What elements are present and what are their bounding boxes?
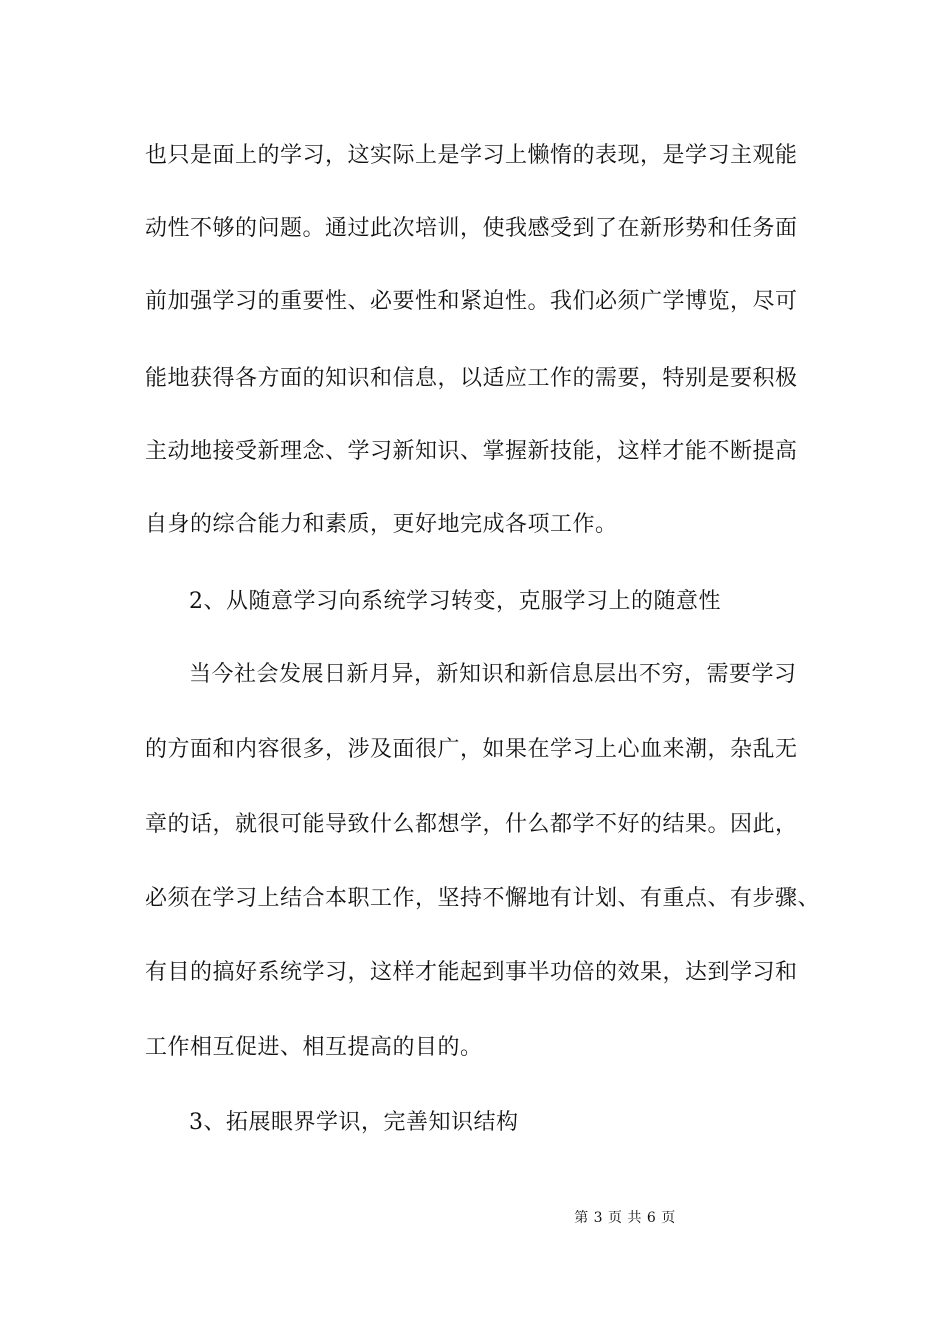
page-footer [0, 1208, 950, 1228]
body-text-line: 前加强学习的重要性、必要性和紧迫性。我们必须广学博览，尽可 [145, 289, 798, 314]
body-text-line: 的方面和内容很多，涉及面很广，如果在学习上心血来潮，杂乱无 [145, 737, 798, 762]
body-text-line: 有目的搞好系统学习，这样才能起到事半功倍的效果，达到学习和 [145, 960, 798, 985]
body-text-line: 主动地接受新理念、学习新知识、掌握新技能，这样才能不断提高 [145, 439, 798, 464]
paragraph-first-line: 当今社会发展日新月异，新知识和新信息层出不穷，需要学习 [189, 662, 797, 687]
body-text-line: 工作相互促进、相互提高的目的。 [145, 1035, 483, 1060]
section-heading: 3、拓展眼界学识，完善知识结构 [189, 1110, 519, 1135]
section-heading: 2、从随意学习向系统学习转变，克服学习上的随意性 [189, 589, 721, 614]
body-text-line: 自身的综合能力和素质，更好地完成各项工作。 [145, 512, 618, 537]
body-text-line: 能地获得各方面的知识和信息，以适应工作的需要，特别是要积极 [145, 366, 798, 391]
body-text-line: 也只是面上的学习，这实际上是学习上懒惰的表现，是学习主观能 [145, 143, 798, 168]
body-text-line: 动性不够的问题。通过此次培训，使我感受到了在新形势和任务面 [145, 216, 798, 241]
body-text-line: 必须在学习上结合本职工作，坚持不懈地有计划、有重点、有步骤、 [145, 886, 821, 911]
body-text-line: 章的话，就很可能导致什么都想学，什么都学不好的结果。因此， [145, 812, 798, 837]
page-number: 第 3 页 共 6 页 [574, 1210, 676, 1226]
